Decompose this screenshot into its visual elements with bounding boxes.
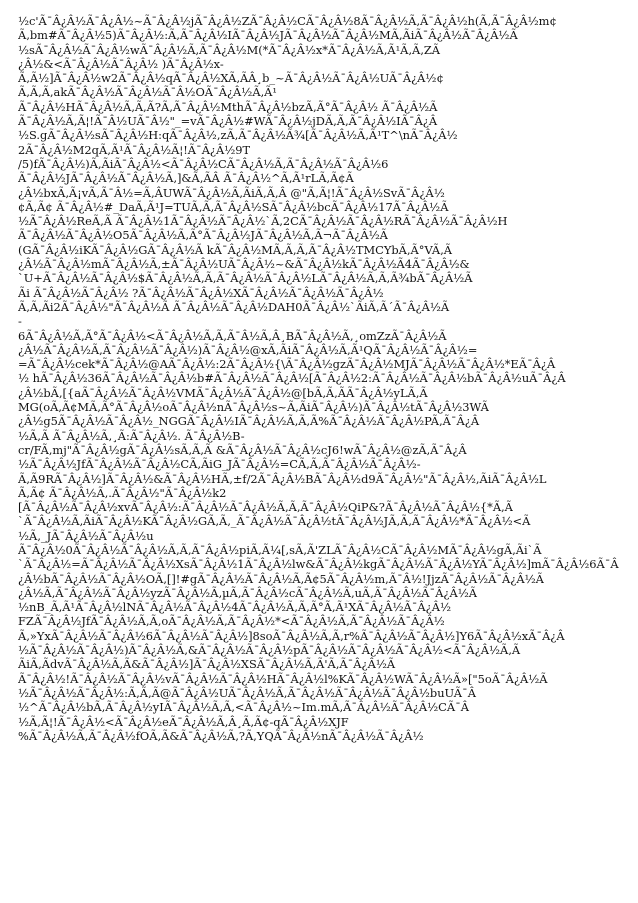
text-line: ¿Â½Ã¯Â¿Â½mÃ¯Â¿Â½Ã‚±Ã¯Â¿Â½UÃ¯Â¿Â½~&Ã¯Â¿Â½kÃ¯Â¿Â½Ã4Ã¯Â¿Â½&: [18, 257, 470, 272]
text-line: ½Ã¯Â¿Â½Ã¯Â¿Â½)Ã¯Â¿Â½Ã‚&Ã¯Â¿Â½Ã¯Â¿Â½pÃ¯Â¿Â½Ã¯Â¿Â½Ã¯Â¿Â½<Ã¯Â¿Â½Ã‚Ã: [18, 643, 521, 658]
text-line: -: [18, 314, 22, 329]
text-line: (GÃ¯Â¿Â½iKÃ¯Â¿Â½GÃ¯Â¿Â½Ã kÃ¯Â¿Â½MÃ‚Ã‚Ã‚Ã¯Â¿Â½TMCYbÃ‚Ã°VÃ‚Ã: [18, 242, 452, 257]
text-line: ¿Â½Ã¯Â¿Â½Ã,Ã¯Â¿Â½Ã¯Â¿Â½)Ã¯Â¿Â½@xÃ‚ÃiÃ¯Â¿Â½Ã‚Ã¹QÃ¯Â¿Â½Ã¯Â¿Â½=: [18, 342, 478, 357]
text-line: Ãi Ã¯Â¿Â½Ã¯Â¿Â½ ?Ã¯Â¿Â½Ã¯Â¿Â½XÃ¯Â¿Â½Ã¯Â¿Â½Ã¯Â¿Â½: [18, 285, 384, 300]
text-line: ½Ã¯Â¿Â½ReÃ‚Ã Ã¯Â¿Â½1Ã¯Â¿Â½Ã¯Â¿Â½`Ã‚2CÃ¯Â¿Â½Ã¯Â¿Â½RÃ¯Â¿Â½Ã¯Â¿Â½H: [18, 214, 508, 229]
text-line: ¢Ã‚Ã¢ Ã¯Â¿Â½#_DaÃ‚Ã¹J=TUÃ‚Ã‚Ã¯Â¿Â½SÃ¯Â¿Â½bcÃ¯Â¿Â½17Ã¯Â¿Â½Ã: [18, 199, 449, 214]
text-line: Ã¯Â¿Â½JÃ¯Â¿Â½Ã¯Â¿Â½Ã‚]&Ã‚ÃÂ Ã¯Â¿Â½^Ã‚Ã¹rLÃ‚Ã¢Ã: [18, 171, 354, 186]
text-line: MG(oÃ‚Ã¢MÃ‚Ã°Ã¯Â¿Â½oÃ¯Â¿Â½nÃ¯Â¿Â½s~Ã‚ÃiÃ¯Â¿Â½)Ã¯Â¿Â½tÃ¯Â¿Â½3WÃ: [18, 400, 489, 415]
text-line: ½c'Ã¯Â¿Â½Ã¯Â¿Â½~Ã¯Â¿Â½jÃ¯Â¿Â½ZÃ¯Â¿Â½CÃ¯Â¿Â½8Ã¯Â¿Â½Ã‚Ã¯Â¿Â½h(Ã‚Ã¯Â¿Â½m¢: [18, 14, 557, 28]
text-line: =Ã¯Â¿Â½cek*Ã¯Â¿Â½@AÃ¯Â¿Â½:2Ã¯Â¿Â½{\Ã¯Â¿Â½gzÃ¯Â¿Â½MJÃ¯Â¿Â½Ã¯Â¿Â½*EÃ¯Â¿Â: [18, 357, 556, 372]
text-line: ½nB_Ã‚Ã¹Ã¯Â¿Â½lNÃ¯Â¿Â½Ã¯Â¿Â½4Ã¯Â¿Â½Ã‚Ã‚Ã°Ã‚Ã¹XÃ¯Â¿Â½Ã¯Â¿Â½: [18, 600, 452, 615]
text-line: ¿Â½g5Ã¯Â¿Â½Ã¯Â¿Â½_NGGÃ¯Â¿Â½IÃ¯Â¿Â½Ã‚Ã‚Ã%Ã¯Â¿Â½Ã¯Â¿Â½PÃ‚Ã¯Â¿Â: [18, 414, 480, 429]
text-line: Ã‚Ã¢ Ã¯Â¿Â½Ã‚.Ã¯Â¿Â½"Ã¯Â¿Â½k2: [18, 485, 227, 500]
text-line: Ã¯Â¿Â½Ã‚Ã¦!Ã¯Â½UÃ¯Â½"_=vÃ¯Â¿Â½#WÃ¯Â¿Â½jDÃ‚Ã‚Ã¯Â¿Â½IÃ¯Â¿Â: [18, 114, 438, 129]
text-line: ¿Â½bÃ‚[{aÃ¯Â¿Â½Ã¯Â¿Â½VMÃ¯Â¿Â½Ã¯Â¿Â½@[bÃ‚Ã‚ÃÃ¯Â¿Â½yLÃ‚Ã: [18, 385, 428, 400]
text-line: `Ã¯Â¿Â½Ã‚ÃiÃ¯Â¿Â½KÃ¯Â¿Â½GÃ‚Ã‚_Ã¯Â¿Â½Ã¯Â¿Â½tÃ¯Â¿Â½JÃ‚Ã‚Ã¯Â¿Â½*Ã¯Â¿Â½<Ã: [18, 514, 531, 529]
text-line: ½Ã¯Â¿Â½JfÃ¯Â¿Â½Ã¯Â¿Â½CÃ‚ÃiG_JÃ¯Â¿Â½=CÃ‚Ã‚Ã¯Â¿Â½Ã¯Â¿Â½-: [18, 457, 421, 472]
text-line: `U+Ã¯Â¿Â½Ã¯Â¿Â½$Ã¯Â¿Â½Ã‚Ã‚Ã¯Â¿Â½Ã¯Â¿Â½LÃ¯Â¿Â½Ã‚Ã‚Ã¾bÃ¯Â¿Â½Ã: [18, 271, 473, 286]
text-line: Ã‚Ã‚Ã‚akÃ¯Â¿Â½Ã¯Â¿Â½Ã¯Â½OÃ¯Â¿Â½Ã‚Ã¹: [18, 85, 277, 100]
text-line: Ã¯Â¿Â½Ã¯Â¿Â½O5Ã¯Â¿Â½Ã‚Ã°Ã¯Â¿Â½JÃ¯Â¿Â½Ã‚Ã¬Ã¯Â¿Â½Ã: [18, 228, 388, 243]
text-line: /5)fÃ¯Â¿Â½)Ã‚ÃiÃ¯Â¿Â½<Ã¯Â¿Â½CÃ¯Â¿Â½Ã‚Ã¯Â¿Â½Ã¯Â¿Â½6: [18, 156, 389, 171]
text-line: Ã¯Â¿Â½0Ã¯Â¿Â½Ã¯Â¿Â½Ã‚Ã‚Ã¯Â¿Â½piÃ‚Ã¼[,sÃ‚Ã'ZLÃ¯Â¿Â½CÃ¯Â¿Â½MÃ¯Â¿Â½gÃ‚Ãi`Ã: [18, 542, 542, 557]
text-line: Ã¯Â¿Â½HÃ¯Â¿Â½Ã‚Ã‚Ã?Ã‚Ã¯Â¿Â½MthÃ¯Â¿Â½bzÃ‚Ã°Ã¯Â¿Â½ Ã¯Â¿Â½Ã: [18, 99, 438, 114]
text-line: ¿Â½Ã‚Ã¯Â¿Â½Ã¯Â¿Â½yzÃ¯Â¿Â½Ã‚µÃ‚Ã¯Â¿Â½cÃ¯Â¿Â½Ã‚uÃ‚Ã¯Â¿Â½Ã¯Â¿Â½Ã: [18, 585, 478, 600]
text-line: ¿Â½bÃ¯Â¿Â½Ã¯Â¿Â½OÃ‚[]!#gÃ¯Â¿Â½Ã¯Â¿Â½Ã‚Ã¢5Ã¯Â¿Â½m,Ã¯Â½!JjzÃ¯Â¿Â½Ã¯Â¿Â½Ã: [18, 571, 544, 586]
text-line: ½Ã‚_JÃ¯Â¿Â½Ã¯Â¿Â½u: [18, 528, 154, 543]
text-line: ½S.gÃ¯Â¿Â½sÃ¯Â¿Â½H:qÃ¯Â¿Â½,zÃ‚Ã¯Â¿Â½Ã¾[Ã¯Â¿Â½Ã‚Ã¹T^\nÃ¯Â¿Â½: [18, 128, 458, 143]
text-line: ¿Â½bxÃ‚Ã¡vÃ‚Ã¯Â½=Ã‚ÂUWÃ¯Â¿Â½Ã‚ÃiÃ‚Ã‚Â @"Ã‚Ã¦!Ã¯Â¿Â½SvÃ¯Â¿Â½: [18, 185, 445, 200]
text-line: ¿Â½&<Ã¯Â¿Â½Ã¯Â¿Â½ )Ã¯Â¿Â½x-: [18, 56, 224, 71]
text-line: ½sÃ¯Â¿Â½Ã¯Â¿Â½wÃ¯Â¿Â½Ã‚Ã¯Â¿Â½M(*Ã¯Â¿Â½x*Ã¯Â¿Â½Ã‚Ã¹Ã‚Ã‚ZÃ: [18, 42, 440, 57]
text-line: ½ hÃ¯Â¿Â½36Ã¯Â¿Â½Ã¯Â¿Â½b#Ã¯Â¿Â½Ã¯Â¿Â½[Ã¯Â¿Â½2:Ã¯Â¿Â½Ã¯Â¿Â½bÃ¯Â¿Â½uÃ¯Â¿Â: [18, 371, 566, 386]
text-line: Ã¯Â¿Â½!Ã¯Â¿Â½Ã¯Â¿Â½vÃ¯Â¿Â½Ã¯Â¿Â½HÃ¯Â¿Â½l%KÃ¯Â¿Â½WÃ¯Â¿Â½Ã»["5oÃ¯Â¿Â½Ã: [18, 671, 548, 686]
text-line: `Ã¯Â¿Â½=Ã¯Â¿Â½Ã¯Â¿Â½XsÃ¯Â¿Â½1Ã¯Â¿Â½lw&Ã¯Â¿Â½kgÃ¯Â¿Â½Ã¯Â¿Â½YÃ¯Â¿Â½]mÃ¯Â¿Â½6Ã¯Â: [18, 557, 619, 572]
text-line: Ã‚Ã‚Ãi2Ã¯Â¿Â½"Ã¯Â¿Â½Ã Ã¯Â¿Â½Ã¯Â¿Â½DAH0Ã¯Â¿Â½`ÃiÃ‚Ã´Ã¯Â¿Â½Ã: [18, 299, 450, 314]
text-line: Ã‚»YxÃ¯Â¿Â½Ã¯Â¿Â½6Ã¯Â¿Â½Ã¯Â¿Â½]8soÃ¯Â¿Â½Ã‚Ã‚r%Ã¯Â¿Â½Ã¯Â¿Â½]Y6Ã¯Â¿Â½xÃ¯Â¿Â: [18, 628, 565, 643]
text-line: 6Ã¯Â¿Â½Ã‚Ã°Ã¯Â¿Â½<Ã¯Â¿Â½Ã‚Ã‚Ã¯Â½Ã‚Â¸BÃ¯Â¿Â½Ã‚¸omZzÃ¯Â¿Â½Ã: [18, 328, 447, 343]
text-line: ½^Ã¯Â¿Â½bÃ‚Ã¯Â¿Â½yIÃ¯Â¿Â½Ã‚Ã‚<Ã¯Â¿Â½~Im.mÃ‚Ã¯Â¿Â½Ã¯Â¿Â½CÃ¯Â: [18, 700, 469, 715]
text-line: ½Ã‚Ã Ã¯Â¿Â½Ã‚¸Ã:Ã¯Â¿Â½. Ã¯Â¿Â½B-: [18, 428, 245, 443]
text-line: ÃiÃ‚ÃdvÃ¯Â¿Â½Ã‚Ã&Ã¯Â¿Â½]Ã¯Â¿Â½XSÃ¯Â¿Â½Ã‚Ã'Ã‚Ã¯Â¿Â½Ã: [18, 657, 396, 672]
document-body: [18, 14, 622, 894]
text-line: cr/FÃ‚mj"Ã¯Â¿Â½gÃ¯Â¿Â½sÃ‚Ã‚Ã &Ã¯Â¿Â½Ã¯Â¿Â½cJ6!wÃ¯Â¿Â½@zÃ‚Ã¯Â¿Â: [18, 442, 467, 457]
text-line: Ã‚Ã½]Ã¯Â¿Â½w2Ã¯Â¿Â½qÃ¯Â¿Â½XÃ‚ÃÂ¸b_~Ã¯Â¿Â½Ã¯Â¿Â½UÃ¯Â¿Â½¢: [18, 71, 444, 86]
text-line: ½Ã¯Â¿Â½Ã¯Â¿Â½:Ã‚Ã‚Ã@Ã¯Â¿Â½UÃ¯Â¿Â½Ã‚Ã¯Â¿Â½Ã¯Â¿Â½Ã¯Â¿Â½buUÃ¯Â: [18, 685, 476, 700]
text-line: 2Ã¯Â¿Â½M2qÃ‚Ã¹Ã¯Â¿Â½Ã¦!Ã¯Â¿Â½9T: [18, 142, 251, 157]
text-line: %Ã¯Â¿Â½Ã‚Ã¯Â¿Â½fOÃ‚Ã&Ã¯Â¿Â½Ã‚?Ã‚YQÃ¯Â¿Â½nÃ¯Â¿Â½Ã¯Â¿Â½: [18, 728, 424, 743]
text-line: Ã‚Ã9RÃ¯Â¿Â½]Ã¯Â¿Â½&Ã¯Â¿Â½HÃ‚±f/2Ã¯Â¿Â½BÃ¯Â¿Â½d9Ã¯Â¿Â½"Ã¯Â¿Â½,ÃiÃ¯Â¿Â½L: [18, 471, 547, 486]
text-line: Ã‚bm#Ã¯Â¿Â½5)Ã¯Â¿Â½:Ã‚Ã¯Â¿Â½IÃ¯Â¿Â½JÃ¯Â¿Â½Ã¯Â¿Â½MÃ‚ÃiÃ¯Â¿Â½Ã¯Â¿Â½Ã: [18, 28, 518, 43]
text-line: [Ã¯Â¿Â½Ã¯Â¿Â½xvÃ¯Â¿Â½:Ã¯Â¿Â½Ã¯Â¿Â½Ã‚Ã‚Ã¯Â¿Â½QiP&?Ã¯Â¿Â½Ã¯Â¿Â½{*Ã‚Ã: [18, 500, 513, 515]
text-line: FZÃ¯Â¿Â½JfÃ¯Â¿Â½Ã‚Ã‚oÃ¯Â¿Â½Ã‚Ã¯Â¿Â½*<Ã¯Â¿Â½Ã‚Ã¯Â¿Â½Ã¯Â¿Â½: [18, 614, 445, 629]
text-line: ½Ã‚Ã¦!Ã¯Â¿Â½<Ã¯Â¿Â½eÃ¯Â¿Â½Ã‚Â¸Ã‚Ã¢-qÃ¯Â¿Â½XJF: [18, 714, 349, 729]
